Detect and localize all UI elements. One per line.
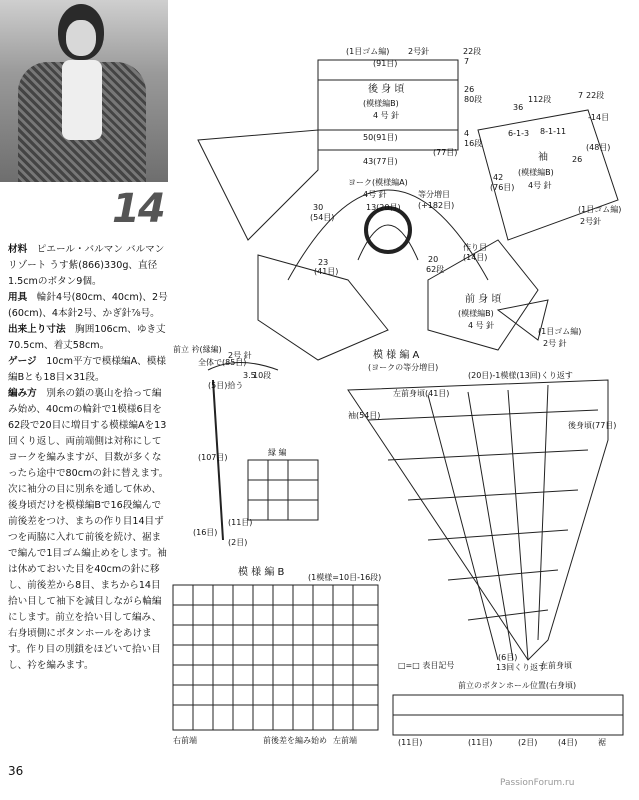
gauge-label: ゲージ bbox=[8, 356, 37, 367]
front-h-label: 20 bbox=[428, 255, 439, 264]
watermark: PassionForum.ru bbox=[500, 778, 575, 788]
left-sleeve bbox=[198, 130, 318, 240]
sleeve-cuff-h-label: 7 bbox=[578, 91, 584, 100]
pattern-b-chart bbox=[173, 585, 378, 730]
pattern-b-right: 左前端 bbox=[333, 736, 357, 745]
sleeve-width-label: 42 bbox=[493, 173, 504, 182]
neck-circle bbox=[366, 208, 410, 252]
edge-chart bbox=[248, 460, 318, 520]
pattern-a-front: 左前身頃(41目) bbox=[393, 389, 450, 398]
sleeve-26-label: 26 bbox=[572, 155, 583, 164]
maki-label: 作り目 bbox=[463, 243, 487, 252]
back-h3-label: 26 bbox=[464, 85, 475, 94]
buttonhole-chart bbox=[393, 695, 623, 735]
model-photo bbox=[0, 0, 168, 182]
yoke-inc-label: 等分増目 bbox=[418, 190, 450, 199]
yoke-inc2-label: (+182目) bbox=[418, 201, 455, 210]
back-h5-label: 4 bbox=[464, 129, 470, 138]
size-label: 出来上り寸法 bbox=[8, 324, 66, 335]
sleeve-len2-label: 112段 bbox=[528, 95, 552, 104]
back-top-sts-label: (91目) bbox=[373, 59, 398, 68]
pattern-b-repeat: (1模様=10目-16段) bbox=[308, 573, 382, 582]
front-needle-label: 4 号 針 bbox=[468, 321, 495, 330]
sleeve-cuff-sts2-label: (48目) bbox=[586, 143, 611, 152]
tools-text: 輪針4号(80cm、40cm)、2号(60cm)、4本針2号、かぎ針⅞号。 bbox=[8, 292, 168, 319]
pattern-a-front2: 左前身頃 bbox=[540, 661, 572, 670]
yoke-start-label: 13(20目) bbox=[366, 203, 401, 212]
bh-11-label: (11目) bbox=[398, 738, 423, 747]
maki2-label: (14目) bbox=[463, 253, 488, 262]
pattern-a-sub: (ヨークの等分増目) bbox=[368, 363, 439, 372]
material-label: 材料 bbox=[8, 244, 28, 255]
yoke-side2-label: (54目) bbox=[310, 213, 335, 222]
collar-sts2-label: 10段 bbox=[253, 371, 272, 380]
instructions-text bbox=[8, 242, 170, 674]
front-rib-label: (1目ゴム編) bbox=[538, 327, 582, 336]
material-text: ピエール・バルマン バルマンリゾート うす紫(866)330g、直径1.5cmのボタン9個。 bbox=[8, 244, 165, 287]
sleeve-dec1-label: 6-1-3 bbox=[508, 129, 530, 138]
back-title: 後 身 頃 bbox=[368, 84, 405, 95]
collar-inc-label: (5目)拾う bbox=[208, 381, 244, 390]
front-rib-needle-label: 2号 針 bbox=[543, 339, 567, 348]
edge-title: 縁 編 bbox=[268, 448, 287, 457]
pattern-b-left: 右前端 bbox=[173, 736, 197, 745]
back-pattern-label: (模様編B) bbox=[363, 99, 399, 108]
sleeve-title: 袖 bbox=[538, 152, 548, 163]
pattern-a-sleeve: 袖(54目) bbox=[348, 411, 381, 420]
method-label: 編み方 bbox=[8, 388, 37, 399]
front-sts-label: 23 bbox=[318, 258, 329, 267]
back-top-rib-label: (1目ゴム編) bbox=[346, 47, 390, 56]
bh-end-label: 裾 bbox=[598, 738, 606, 747]
collar-bh2-label: (16目) bbox=[193, 528, 218, 537]
back-h4-label: 80段 bbox=[464, 95, 483, 104]
front-sts2-label: (41目) bbox=[314, 267, 339, 276]
sleeve-cuff-needle-label: 2号針 bbox=[580, 217, 602, 226]
sleeve-dec2-label: 8-1-11 bbox=[540, 127, 567, 136]
pattern-b-title: 模 様 編 B bbox=[238, 567, 285, 578]
sleeve-needle-label: 4号 針 bbox=[528, 181, 552, 190]
bh-11b-label: (11目) bbox=[468, 738, 493, 747]
pattern-a-repeat: (20目)-1模様(13回)くり返す bbox=[468, 371, 573, 380]
yoke-needle-label: 4号 針 bbox=[363, 190, 387, 199]
tools-label: 用具 bbox=[8, 292, 28, 303]
back-needle-label: 4 号 針 bbox=[373, 111, 400, 120]
pattern-a-repeat2: 13回くり返す bbox=[496, 663, 547, 672]
sleeve-cuff-label: (1目ゴム編) bbox=[578, 205, 622, 214]
knitting-diagram bbox=[168, 40, 639, 780]
pattern-a-note: □=□ 表目記号 bbox=[398, 661, 455, 670]
bh-2-label: (2目) bbox=[518, 738, 538, 747]
front-pattern-label: (模様編B) bbox=[458, 309, 494, 318]
collar-needle2-label: 2号 針 bbox=[228, 351, 252, 360]
collar-sts-label: 3.5 bbox=[243, 371, 256, 380]
back-width-label: 50(91目) bbox=[363, 133, 398, 142]
back-h1-label: 22段 bbox=[463, 47, 482, 56]
pattern-a-start: (6目) bbox=[498, 653, 518, 662]
pattern-a-center: 後身頃(77目) bbox=[568, 421, 617, 430]
bh-title: 前立のボタンホール位置(右身頃) bbox=[458, 681, 577, 690]
yoke-label: ヨーク(模様編A) bbox=[348, 178, 408, 187]
back-h2-label: 7 bbox=[464, 57, 470, 66]
pattern-a-title: 模 様 編 A bbox=[373, 350, 420, 361]
pattern-b-mid: 前後差を編み始め bbox=[263, 736, 327, 745]
sleeve-cuff-sts-label: -14目 bbox=[588, 113, 610, 122]
back-top-needle-label: 2号針 bbox=[408, 47, 430, 56]
back-h6-label: 16段 bbox=[464, 139, 483, 148]
blouse-figure bbox=[62, 60, 102, 140]
collar-front-label: (107目) bbox=[198, 453, 228, 462]
size-text: 胸囲106cm、ゆき丈70.5cm、着丈58cm。 bbox=[8, 324, 166, 351]
method-text: 別糸の鎖の裏山を拾って編み始め、40cmの輪針で1模様6目を62段で20目に増目する模様編Aを13回くり返し、両前端側は対称にしてヨークを編みますが、目数が多くなったら途中で80cmの針に替えます。次に袖分の目に別糸を通して休め、後身頃だけを模様編Bで16段編んで前後差をつけ、まちの作り目14目ずつを両脇に入れて前後を続け、裾まで編んで1目ゴム編止めをします。袖は休めておいた目を40cmの針に移し、前後差から8目、まちから14目拾い目して袖下を減目しながら輪編にします。前立を拾い目して編み、右身頃側にボタンホールをあけます。作り目の別鎖をほどいて拾い目し、衿を編みます。 bbox=[8, 388, 169, 671]
collar-bh3-label: (2目) bbox=[228, 538, 248, 547]
gauge-text: 10cm平方で模様編A、模様編Bとも18目×31段。 bbox=[8, 356, 166, 383]
yoke-side-label: 30 bbox=[313, 203, 324, 212]
sleeve-pattern-label: (模様編B) bbox=[518, 168, 554, 177]
model-face bbox=[66, 20, 96, 56]
yoke-sts2-label: (77目) bbox=[433, 148, 458, 157]
sleeve-width2-label: (76目) bbox=[490, 183, 515, 192]
sleeve-len-label: 36 bbox=[513, 103, 524, 112]
front-h2-label: 62段 bbox=[426, 265, 445, 274]
bh-4-label: (4目) bbox=[558, 738, 578, 747]
front-title: 前 身 頃 bbox=[465, 294, 502, 305]
pattern-number: 14 bbox=[112, 186, 164, 232]
collar-needle-label: 全体で(85目) bbox=[198, 358, 247, 367]
sleeve-cuff-h2-label: 22段 bbox=[586, 91, 605, 100]
collar-bh-label: (11目) bbox=[228, 518, 253, 527]
collar-title: 前立 衿(縁編) bbox=[173, 345, 222, 354]
yoke-sts-label: 43(77目) bbox=[363, 157, 398, 166]
page-number: 36 bbox=[8, 764, 24, 778]
